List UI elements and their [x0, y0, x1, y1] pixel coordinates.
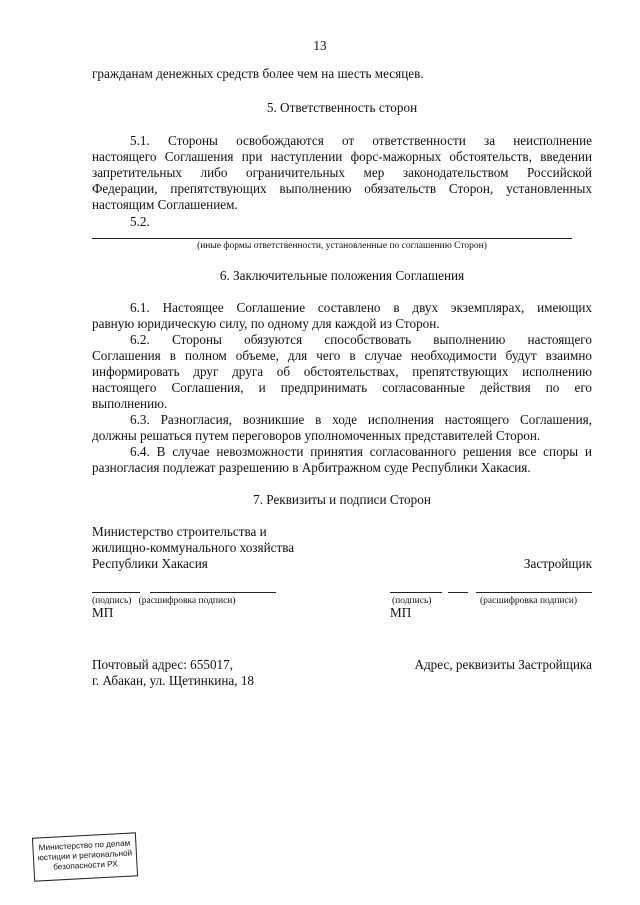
intro-line: гражданам денежных средств более чем на шесть месяцев.	[92, 66, 424, 81]
left-sign-line	[92, 592, 140, 593]
p62-line-5: выполнению.	[92, 396, 168, 411]
p64-line-1: 6.4. В случае невозможности принятия согласованного решения все споры и	[130, 444, 592, 459]
stamp-line-2: юстиции и региональной	[37, 848, 133, 863]
p62-line-4: настоящего Соглашения, и предпринимать согласованные действия по его	[92, 380, 592, 395]
p51-line-2: настоящего Соглашения при наступлении форс-мажорных обстоятельств, введении	[92, 149, 592, 164]
p52-label: 5.2.	[130, 214, 150, 229]
p61-line-2: равную юридическую силу, по одному для каждой из Сторон.	[92, 316, 440, 331]
p51-line-3: запретительных либо ограничительных мер законодательством Российской	[92, 165, 592, 180]
right-sign-label-2: (расшифровка подписи)	[480, 596, 577, 606]
right-decode-line	[476, 592, 592, 593]
section6-heading: 6. Заключительные положения Соглашения	[219, 268, 465, 283]
right-party: Застройщик	[523, 556, 592, 571]
left-party-line-1: Министерство строительства и	[92, 524, 267, 539]
p64-line-2: разногласия подлежат разрешению в Арбитражном суде Республики Хакасия.	[92, 460, 531, 475]
p61-line-1: 6.1. Настоящее Соглашение составлено в двух экземплярах, имеющих	[130, 300, 592, 315]
left-party-line-2: жилищно-коммунального хозяйства	[92, 540, 295, 555]
p51-line-5: настоящим Соглашением.	[92, 197, 238, 212]
right-sign-line-2	[448, 592, 468, 593]
right-address: Адрес, реквизиты Застройщика	[414, 657, 592, 672]
section5-heading: 5. Ответственность сторон	[266, 100, 418, 115]
p52-fill-line	[92, 238, 572, 239]
left-mp: МП	[92, 605, 114, 620]
left-party-line-3: Республики Хакасия	[92, 556, 208, 571]
page-number: 13	[313, 38, 327, 53]
left-address-line-2: г. Абакан, ул. Щетинкина, 18	[92, 673, 255, 688]
section7-heading: 7. Реквизиты и подписи Сторон	[253, 492, 431, 507]
p51-line-4: Федерации, препятствующих выполнению обязательств Сторон, установленных	[92, 181, 592, 196]
p52-note: (иные формы ответственности, установленные по соглашению Сторон)	[197, 241, 487, 251]
stamp-line-1: Министерство по делам	[38, 838, 131, 853]
p62-line-2: Соглашения в полном объеме, для чего в случае необходимости будут взаимно	[92, 348, 592, 363]
right-sign-line	[390, 592, 442, 593]
p63-line-2: должны решаться путем переговоров уполномоченных представителей Сторон.	[92, 428, 541, 443]
registry-stamp	[32, 832, 138, 881]
p51-line-1: 5.1. Стороны освобождаются от ответственности за неисполнение	[130, 133, 592, 148]
p62-line-1: 6.2. Стороны обязуются способствовать выполнению настоящего	[130, 332, 592, 347]
right-mp: МП	[390, 605, 412, 620]
p63-line-1: 6.3. Разногласия, возникшие в ходе исполнения настоящего Соглашения,	[130, 412, 592, 427]
stamp-line-3: безопасности РХ	[52, 859, 118, 872]
left-decode-line	[150, 592, 276, 593]
p62-line-3: информировать друг друга об обстоятельствах, препятствующих исполнению	[92, 364, 592, 379]
left-address-line-1: Почтовый адрес: 655017,	[92, 657, 234, 672]
right-sign-label-1: (подпись)	[392, 596, 432, 606]
left-sign-label: (подпись) (расшифровка подписи)	[92, 596, 236, 606]
